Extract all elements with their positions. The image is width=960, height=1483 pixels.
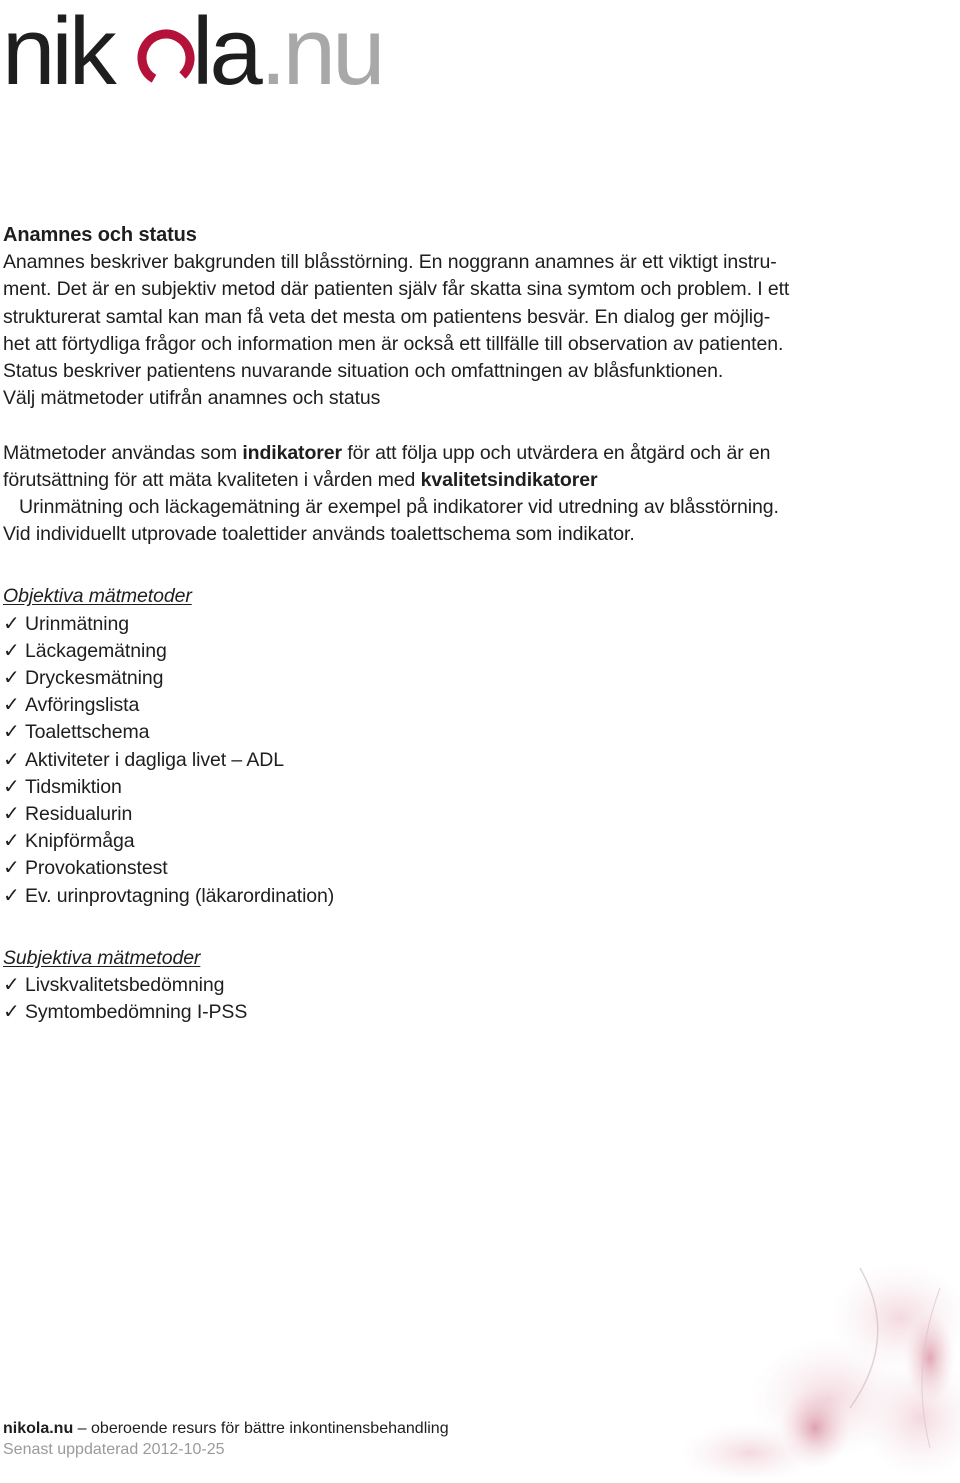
checkmark-icon: ✓	[3, 803, 20, 826]
list-item	[3, 611, 903, 638]
logo-text-dark: nik	[2, 2, 113, 102]
footer-updated: Senast uppdaterad 2012-10-25	[3, 1441, 225, 1458]
checkmark-icon: ✓	[3, 667, 20, 690]
list-item-label: Symtombedömning I-PSS	[25, 1001, 248, 1024]
intro-line: het att förtydliga frågor och information men är också ett tillfälle till observation av patienten.	[3, 332, 784, 355]
list-item	[3, 638, 903, 665]
list-item-label: Läckagemätning	[25, 639, 167, 662]
list-item	[3, 999, 903, 1026]
checkmark-icon: ✓	[3, 721, 20, 744]
indicators-line: förutsättning för att mäta kvaliteten i vården med kvalitetsindikatorer	[3, 468, 598, 491]
checkmark-icon: ✓	[3, 884, 20, 907]
indicators-line: Vid individuellt utprovade toalettider används toalettschema som indikator.	[3, 523, 635, 546]
subjective-methods-list	[3, 972, 903, 1026]
footer-brand: nikola.nu	[3, 1420, 74, 1437]
flower-decoration	[600, 1248, 960, 1478]
list-item	[3, 883, 903, 910]
checkmark-icon: ✓	[3, 857, 20, 880]
checkmark-icon: ✓	[3, 1001, 20, 1024]
section-heading: Anamnes och status	[3, 224, 197, 246]
list-item-label: Tidsmiktion	[25, 775, 122, 798]
logo-text-mid: la	[192, 2, 259, 102]
objective-methods-list	[3, 611, 903, 910]
intro-line: ment. Det är en subjektiv metod där patienten själv får skatta sina symtom och problem. I ett	[3, 278, 790, 301]
list-item-label: Dryckesmätning	[25, 667, 164, 690]
list-item-label: Toalettschema	[25, 721, 150, 744]
intro-line: Anamnes beskriver bakgrunden till blåsstörning. En noggrann anamnes är ett viktigt instru-	[3, 251, 777, 274]
list-item-label: Residualurin	[25, 803, 133, 826]
list-item	[3, 774, 903, 801]
list-item-label: Avföringslista	[25, 694, 140, 717]
subjective-methods-title: Subjektiva mätmetoder	[3, 946, 201, 969]
footer-brand-line	[3, 1418, 449, 1439]
list-item-label: Urinmätning	[25, 612, 130, 635]
checkmark-icon: ✓	[3, 974, 20, 997]
indicators-line: Urinmätning och läckagemätning är exempel på indikatorer vid utredning av blåsstörning.	[19, 496, 779, 519]
list-item	[3, 665, 903, 692]
objective-methods-title: Objektiva mätmetoder	[3, 585, 192, 608]
list-item	[3, 828, 903, 855]
logo-ring-icon	[133, 25, 199, 91]
list-item-label: Knipförmåga	[25, 830, 135, 853]
list-item	[3, 855, 903, 882]
list-item-label: Provokationstest	[25, 857, 168, 880]
intro-line: strukturerat samtal kan man få veta det mesta om patientens besvär. En dialog ger möjlig-	[3, 305, 771, 328]
checkmark-icon: ✓	[3, 748, 20, 771]
page-footer	[3, 1418, 449, 1460]
checkmark-icon: ✓	[3, 694, 20, 717]
intro-line: Status beskriver patientens nuvarande situation och omfattningen av blåsfunktionen.	[3, 360, 724, 383]
quality-indicators-term: kvalitetsindikatorer	[420, 468, 598, 491]
list-item-label: Ev. urinprovtagning (läkarordination)	[25, 884, 335, 907]
main-content	[3, 222, 903, 1026]
list-item	[3, 692, 903, 719]
site-logo	[2, 2, 382, 102]
indicators-term: indikatorer	[242, 441, 342, 464]
list-item-label: Livskvalitetsbedömning	[25, 974, 225, 997]
list-item	[3, 719, 903, 746]
checkmark-icon: ✓	[3, 775, 20, 798]
logo-text-light: .nu	[260, 2, 382, 102]
list-item-label: Aktiviteter i dagliga livet – ADL	[25, 748, 284, 771]
checkmark-icon: ✓	[3, 612, 20, 635]
checkmark-icon: ✓	[3, 639, 20, 662]
checkmark-icon: ✓	[3, 830, 20, 853]
footer-tagline: – oberoende resurs för bättre inkontinensbehandling	[73, 1420, 449, 1437]
indicators-line: Mätmetoder användas som indikatorer för att följa upp och utvärdera en åtgärd och är en	[3, 441, 771, 464]
intro-line: Välj mätmetoder utifrån anamnes och status	[3, 387, 381, 410]
list-item	[3, 972, 903, 999]
list-item	[3, 747, 903, 774]
list-item	[3, 801, 903, 828]
